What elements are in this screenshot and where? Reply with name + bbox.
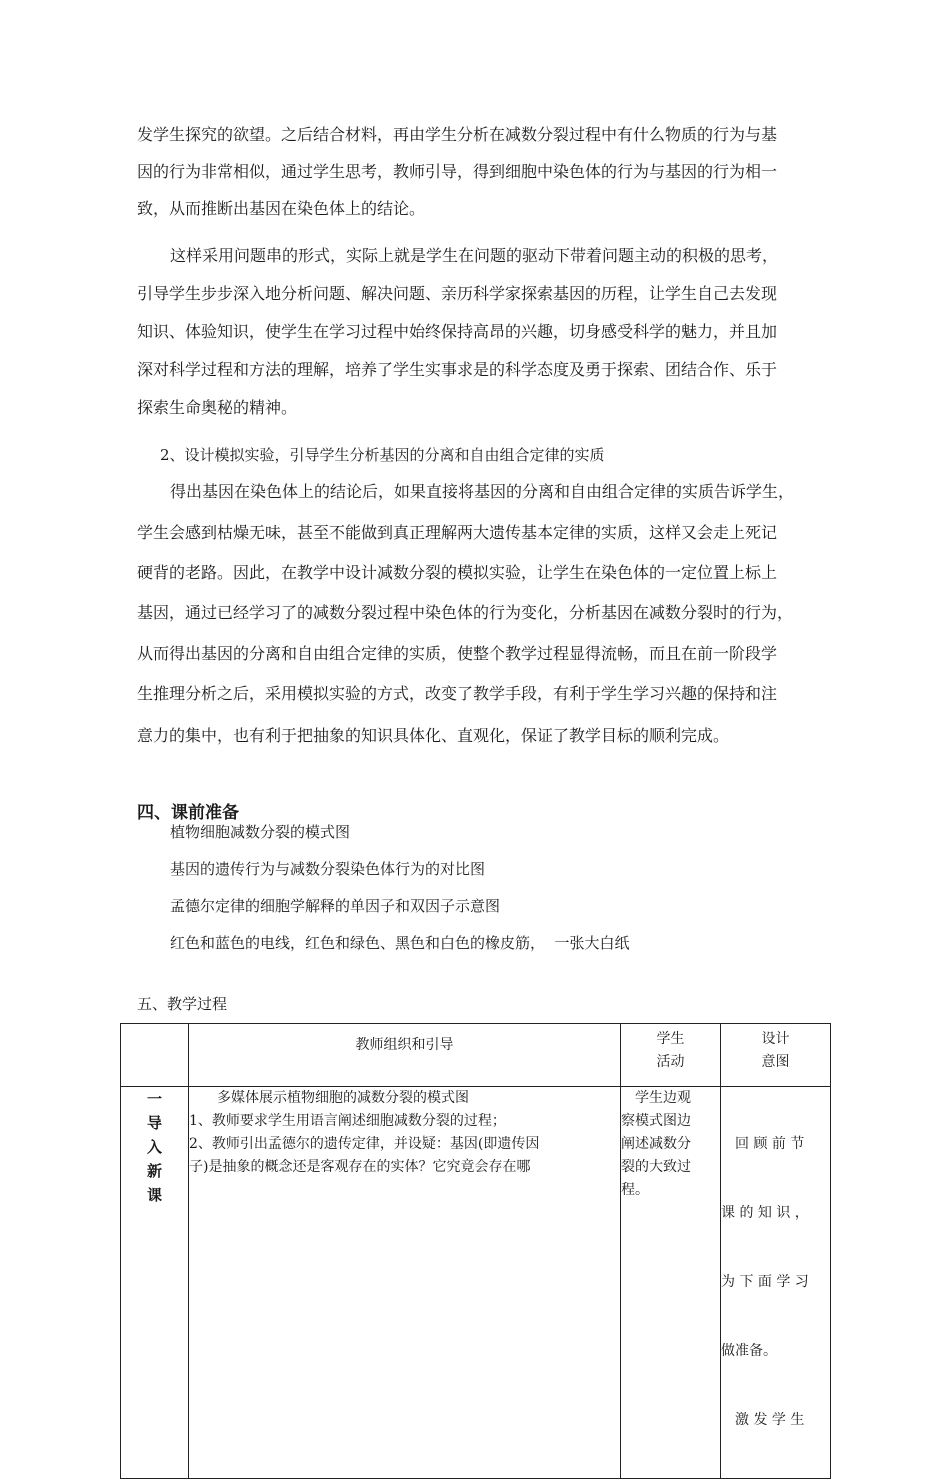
cell-line: 裂的大致过 — [621, 1159, 691, 1175]
section-heading-process: 五、教学过程 — [137, 995, 228, 1013]
header-label: 设计 — [761, 1031, 790, 1047]
teaching-process-table — [120, 1023, 831, 1479]
section-heading-preparation: 四、课前准备 — [137, 803, 239, 823]
stage-char: 入 — [146, 1138, 162, 1156]
cell-line: 为 下 面 学 习 — [721, 1274, 809, 1290]
stage-char: 导 — [146, 1114, 162, 1132]
header-label: 活动 — [656, 1054, 685, 1070]
paragraph-line: 生推理分析之后，采用模拟实验的方式，改变了教学手段，有利于学生学习兴趣的保持和注 — [137, 684, 778, 703]
header-label: 意图 — [761, 1054, 790, 1070]
cell-line: 做准备。 — [721, 1343, 777, 1359]
cell-line: 子)是抽象的概念还是客观存在的实体？它究竟会存在哪 — [189, 1159, 531, 1175]
header-label: 学生 — [656, 1031, 685, 1047]
list-item: 植物细胞减数分裂的模式图 — [170, 823, 351, 841]
paragraph-line: 因的行为非常相似，通过学生思考，教师引导，得到细胞中染色体的行为与基因的行为相一 — [137, 162, 778, 181]
table-header-student — [621, 1024, 721, 1087]
cell-line: 多媒体展示植物细胞的减数分裂的模式图 — [217, 1090, 469, 1106]
stage-cell — [121, 1087, 189, 1479]
cell-line: 程。 — [621, 1182, 649, 1198]
paragraph-line: 致，从而推断出基因在染色体上的结论。 — [137, 199, 426, 218]
table-header-teacher — [189, 1024, 621, 1087]
cell-line: 阐述减数分 — [621, 1136, 691, 1152]
paragraph-line: 探索生命奥秘的精神。 — [137, 398, 298, 417]
paragraph-line: 得出基因在染色体上的结论后，如果直接将基因的分离和自由组合定律的实质告诉学生， — [170, 482, 795, 501]
table-header-row — [121, 1024, 831, 1087]
cell-line: 回 顾 前 节 — [735, 1136, 805, 1152]
list-item: 基因的遗传行为与减数分裂染色体行为的对比图 — [170, 860, 486, 878]
table-header-stage — [121, 1024, 189, 1087]
paragraph-line: 发学生探究的欲望。之后结合材料，再由学生分析在减数分裂过程中有什么物质的行为与基 — [137, 125, 778, 144]
cell-line: 1、教师要求学生用语言阐述细胞减数分裂的过程； — [189, 1113, 506, 1129]
student-cell — [621, 1087, 721, 1479]
paragraph-line: 深对科学过程和方法的理解，培养了学生实事求是的科学态度及勇于探索、团结合作、乐于 — [137, 360, 778, 379]
stage-char: 一 — [146, 1090, 162, 1108]
paragraph-line: 基因，通过已经学习了的减数分裂过程中染色体的行为变化，分析基因在减数分裂时的行为， — [137, 603, 794, 622]
paragraph-line: 这样采用问题串的形式，实际上就是学生在问题的驱动下带着问题主动的积极的思考， — [170, 246, 779, 265]
subheading-line: 2、设计模拟实验，引导学生分析基因的分离和自由组合定律的实质 — [160, 446, 605, 464]
paragraph-line: 从而得出基因的分离和自由组合定律的实质，使整个教学过程显得流畅，而且在前一阶段学 — [137, 644, 778, 663]
cell-line: 激 发 学 生 — [735, 1412, 805, 1428]
table-header-design — [721, 1024, 831, 1087]
list-item: 孟德尔定律的细胞学解释的单因子和双因子示意图 — [170, 897, 501, 915]
teacher-cell — [189, 1087, 621, 1479]
list-item: 红色和蓝色的电线，红色和绿色、黑色和白色的橡皮筋， 一张大白纸 — [170, 934, 630, 952]
table-row — [121, 1087, 831, 1479]
paragraph-line: 学生会感到枯燥无味，甚至不能做到真正理解两大遗传基本定律的实质，这样又会走上死记 — [137, 523, 778, 542]
paragraph-line: 引导学生步步深入地分析问题、解决问题、亲历科学家探索基因的历程，让学生自己去发现 — [137, 284, 778, 303]
stage-char: 新 — [146, 1162, 162, 1180]
design-cell — [721, 1087, 831, 1479]
stage-char: 课 — [146, 1186, 162, 1204]
header-label: 教师组织和引导 — [355, 1037, 454, 1053]
paragraph-line: 硬背的老路。因此，在教学中设计减数分裂的模拟实验，让学生在染色体的一定位置上标上 — [137, 563, 778, 582]
cell-line: 课 的 知 识 ， — [721, 1205, 809, 1221]
paragraph-line: 知识、体验知识，使学生在学习过程中始终保持高昂的兴趣，切身感受科学的魅力，并且加 — [137, 322, 778, 341]
cell-line: 学生边观 — [635, 1090, 691, 1106]
paragraph-line: 意力的集中，也有利于把抽象的知识具体化、直观化，保证了教学目标的顺利完成。 — [137, 726, 730, 745]
cell-line: 察模式图边 — [621, 1113, 691, 1129]
cell-line: 2、教师引出孟德尔的遗传定律，并设疑：基因(即遗传因 — [189, 1136, 540, 1152]
